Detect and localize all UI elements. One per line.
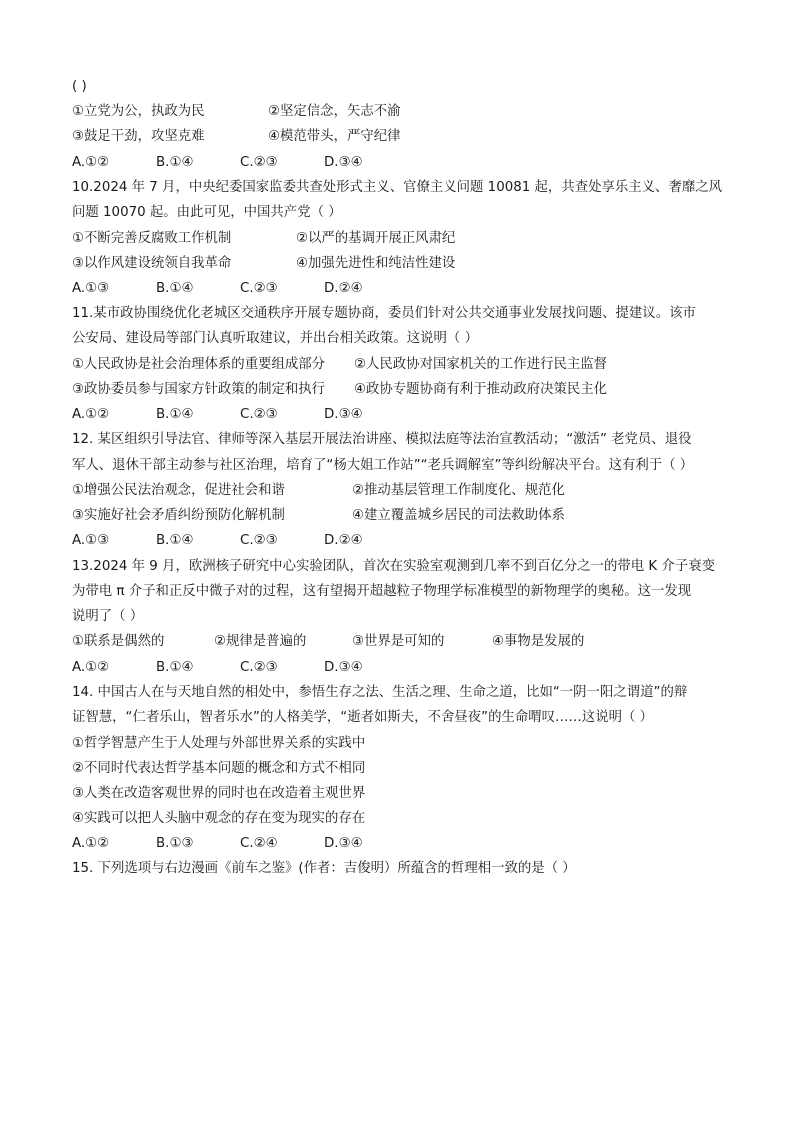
- q11-choice-d: D.③④: [324, 407, 363, 422]
- q14-option-2: ②不同时代表达哲学基本问题的概念和方式不相同: [72, 761, 366, 776]
- q11-choice-c: C.②③: [240, 407, 278, 422]
- q11-stem-line-1: 11.某市政协围绕优化老城区交通秩序开展专题协商，委员们针对公共交通事业发展找问题、提建议。该市: [72, 306, 696, 321]
- q10-choice-c: C.②③: [240, 281, 278, 296]
- q10-choice-b: B.①④: [156, 281, 194, 296]
- q10-stem-line-2: 问题 10070 起。由此可见，中国共产党（ ）: [72, 205, 342, 220]
- q9-option-3: ③鼓足干劲，攻坚克难: [72, 129, 205, 144]
- q11-option-2: ②人民政协对国家机关的工作进行民主监督: [354, 357, 608, 372]
- q9-option-4: ④模范带头，严守纪律: [268, 129, 401, 144]
- q11-option-1: ①人民政协是社会治理体系的重要组成部分: [72, 357, 326, 372]
- q12-choice-d: D.②④: [324, 533, 363, 548]
- q9-choice-d: D.③④: [324, 155, 363, 170]
- q11-option-4: ④政协专题协商有利于推动政府决策民主化: [354, 382, 608, 397]
- q10-option-1: ①不断完善反腐败工作机制: [72, 231, 232, 246]
- q12-choice-b: B.①④: [156, 533, 194, 548]
- q9-option-1: ①立党为公，执政为民: [72, 104, 205, 119]
- q10-option-3: ③以作风建设统领自我革命: [72, 256, 232, 271]
- q13-option-3: ③世界是可知的: [352, 634, 445, 649]
- q14-option-3: ③人类在改造客观世界的同时也在改造着主观世界: [72, 786, 366, 801]
- q12-stem-line-2: 军人、退休干部主动参与社区治理，培育了“杨大姐工作站”“老兵调解室”等纠纷解决平台。这有利于（ ）: [72, 458, 694, 473]
- q13-choice-a: A.①②: [72, 660, 110, 675]
- q14-choice-d: D.③④: [324, 836, 363, 851]
- q9-option-2: ②坚定信念，矢志不渝: [268, 104, 401, 119]
- q9-stem-tail: ( ): [72, 79, 87, 94]
- q11-option-3: ③政协委员参与国家方针政策的制定和执行: [72, 382, 326, 397]
- q11-choice-a: A.①②: [72, 407, 110, 422]
- q12-stem-line-1: 12. 某区组织引导法官、律师等深入基层开展法治讲座、模拟法庭等法治宣教活动；“激活” 老党员、退役: [72, 432, 692, 447]
- q10-option-4: ④加强先进性和纯洁性建设: [296, 256, 456, 271]
- q9-choice-c: C.②③: [240, 155, 278, 170]
- q12-option-1: ①增强公民法治观念，促进社会和谐: [72, 483, 285, 498]
- q12-option-2: ②推动基层管理工作制度化、规范化: [352, 483, 565, 498]
- q14-option-1: ①哲学智慧产生于人处理与外部世界关系的实践中: [72, 736, 366, 751]
- q13-option-2: ②规律是普遍的: [214, 634, 307, 649]
- q10-choice-d: D.②④: [324, 281, 363, 296]
- q13-choice-b: B.①④: [156, 660, 194, 675]
- q12-choice-c: C.②③: [240, 533, 278, 548]
- q13-stem-line-1: 13.2024 年 9 月，欧洲核子研究中心实验团队，首次在实验室观测到几率不到百亿分之一的带电 K 介子衰变: [72, 559, 715, 574]
- q14-stem-line-2: 证智慧，“仁者乐山，智者乐水”的人格美学，“逝者如斯夫，不舍昼夜”的生命喟叹……这说明（ ）: [72, 710, 654, 725]
- q11-choice-b: B.①④: [156, 407, 194, 422]
- q10-choice-a: A.①③: [72, 281, 110, 296]
- q13-stem-line-3: 说明了（ ）: [72, 609, 144, 624]
- q14-choice-a: A.①②: [72, 836, 110, 851]
- q13-stem-line-2: 为带电 π 介子和正反中微子对的过程，这有望揭开超越粒子物理学标准模型的新物理学的奥秘。这一发现: [72, 584, 692, 599]
- q14-stem-line-1: 14. 中国古人在与天地自然的相处中，参悟生存之法、生活之理、生命之道，比如“一阴一阳之谓道”的辩: [72, 685, 688, 700]
- q11-stem-line-2: 公安局、建设局等部门认真听取建议，并出台相关政策。这说明（ ）: [72, 331, 478, 346]
- q10-stem-line-1: 10.2024 年 7 月，中央纪委国家监委共查处形式主义、官僚主义问题 10081 起，共查处享乐主义、奢靡之风: [72, 180, 723, 195]
- q14-option-4: ④实践可以把人头脑中观念的存在变为现实的存在: [72, 811, 366, 826]
- q12-choice-a: A.①③: [72, 533, 110, 548]
- q12-option-4: ④建立覆盖城乡居民的司法救助体系: [352, 508, 565, 523]
- q14-choice-c: C.②④: [240, 836, 278, 851]
- q15-stem-line-1: 15. 下列选项与右边漫画《前车之鉴》(作者：吉俊明）所蕴含的哲理相一致的是（ ）: [72, 861, 576, 876]
- q9-choice-b: B.①④: [156, 155, 194, 170]
- q12-option-3: ③实施好社会矛盾纠纷预防化解机制: [72, 508, 285, 523]
- q10-option-2: ②以严的基调开展正风肃纪: [296, 231, 456, 246]
- q14-choice-b: B.①③: [156, 836, 194, 851]
- q13-option-1: ①联系是偶然的: [72, 634, 165, 649]
- q13-choice-c: C.②③: [240, 660, 278, 675]
- q13-choice-d: D.③④: [324, 660, 363, 675]
- q13-option-4: ④事物是发展的: [492, 634, 585, 649]
- q9-choice-a: A.①②: [72, 155, 110, 170]
